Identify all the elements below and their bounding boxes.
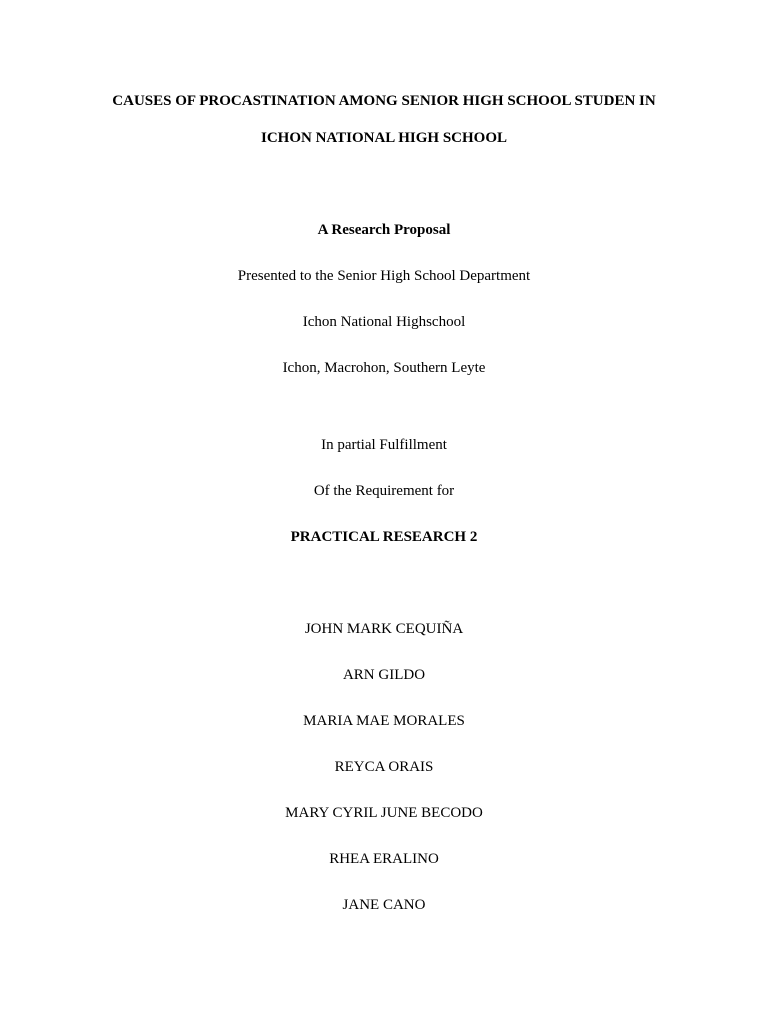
fulfillment-line-1: In partial Fulfillment [321,437,447,453]
author-name: JANE CANO [342,897,426,913]
author-name: ARN GILDO [342,667,426,683]
author-name: MARIA MAE MORALES [303,713,465,729]
subject-title: PRACTICAL RESEARCH 2 [290,529,478,545]
author-name: MARY CYRIL JUNE BECODO [285,805,483,821]
title-line-1: CAUSES OF PROCASTINATION AMONG SENIOR HIGH SCHOOL STUDEN IN [112,93,656,109]
school-location: Ichon, Macrohon, Southern Leyte [282,360,486,376]
proposal-heading: A Research Proposal [317,222,451,238]
author-name: RHEA ERALINO [329,851,439,867]
fulfillment-line-2: Of the Requirement for [313,483,455,499]
author-name: JOHN MARK CEQUIÑA [304,621,464,637]
school-name: Ichon National Highschool [302,314,466,330]
presented-to-line: Presented to the Senior High School Department [237,268,531,284]
author-name: REYCA ORAIS [334,759,434,775]
title-line-2: ICHON NATIONAL HIGH SCHOOL [260,130,507,146]
